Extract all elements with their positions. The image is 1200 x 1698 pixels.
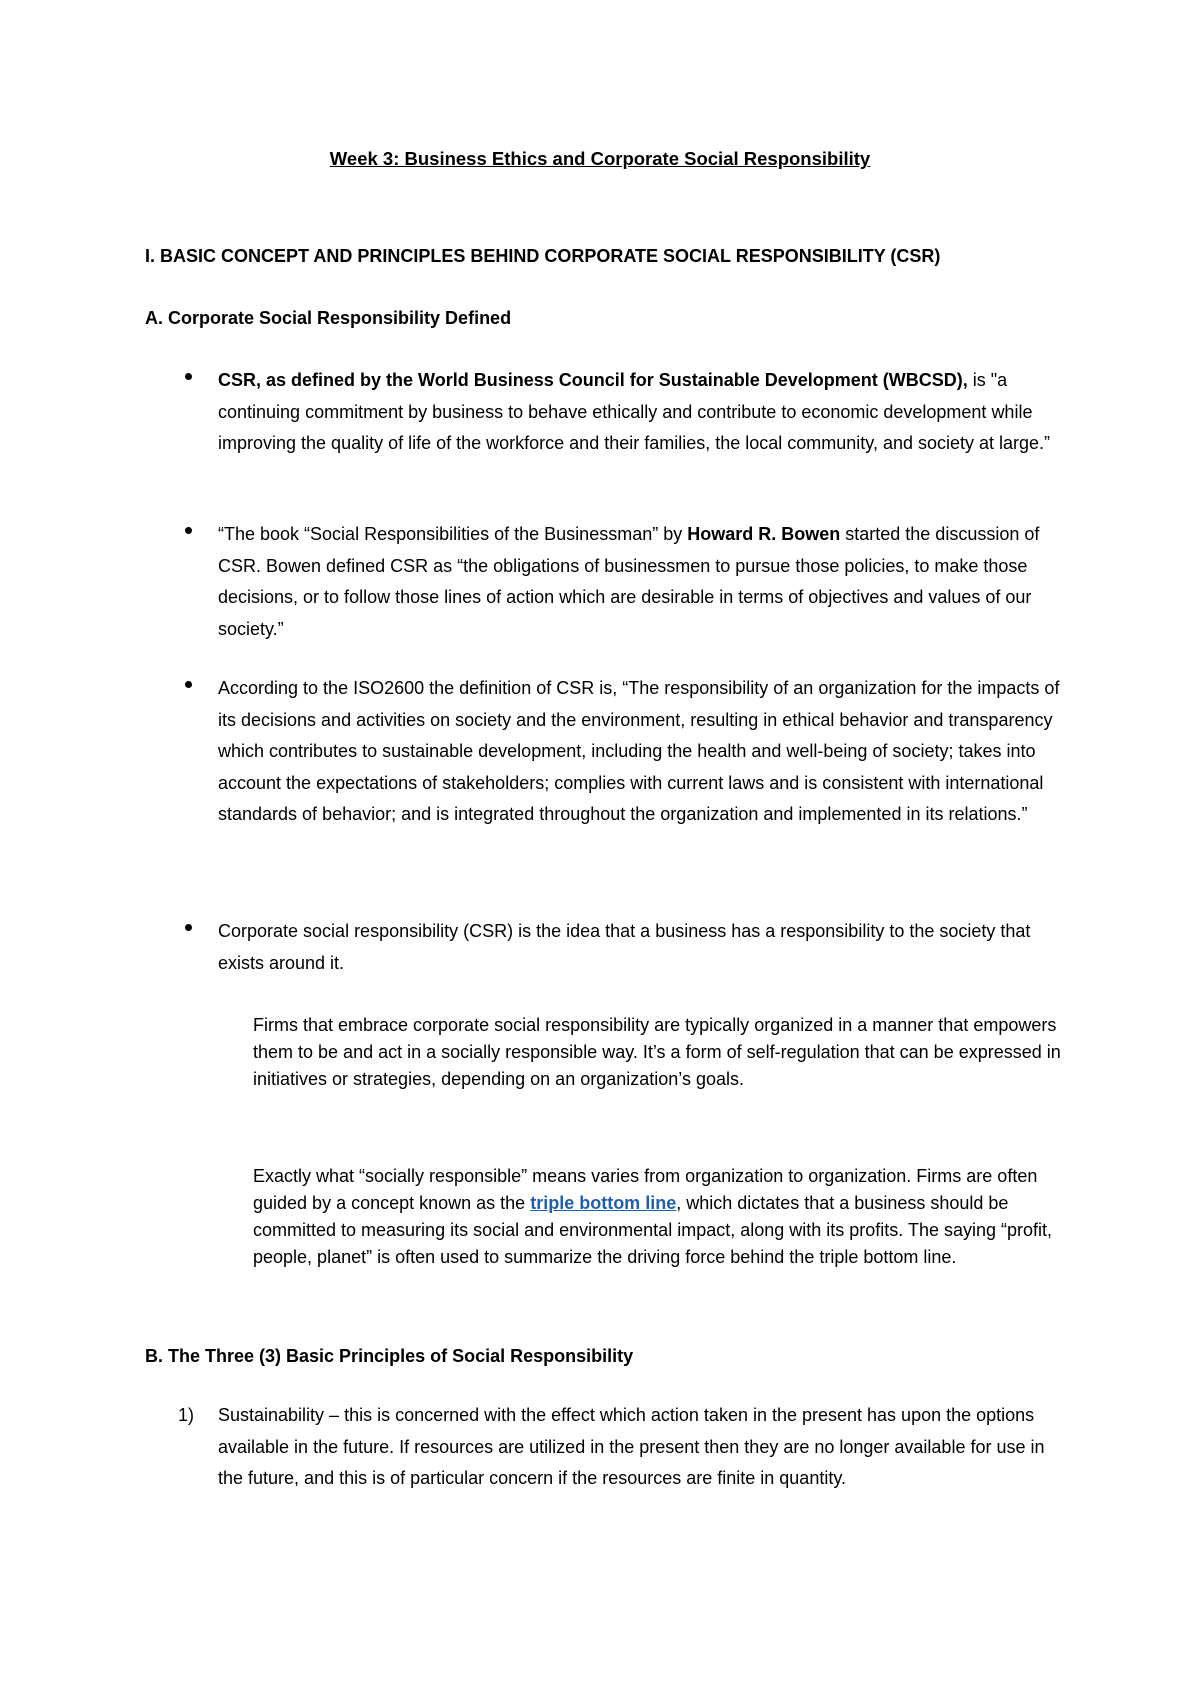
- subsection-a-heading: A. Corporate Social Responsibility Defined: [145, 308, 512, 328]
- bullet-body-text: is "a continuing commitment by business to behave ethically and contribute to economic development while improving the quality of life of the workforce and their families, the local community, and society at large.”: [218, 370, 1051, 453]
- bullet-text: [218, 365, 1065, 460]
- triple-bottom-line-link[interactable]: triple bottom line: [530, 1193, 677, 1213]
- bullet-icon: [185, 924, 192, 931]
- bullet-icon: [185, 373, 192, 380]
- bullet-icon: [185, 681, 192, 688]
- document-title: Week 3: Business Ethics and Corporate Social Responsibility: [329, 148, 871, 169]
- numbered-list-item: [178, 1400, 1068, 1495]
- paragraph-text: , which dictates that a business should be committed to measuring its social and environmental impact, along with its profits. The saying “profit, people, planet” is often used to summarize the driving force behind the triple bottom line.: [253, 1193, 1053, 1267]
- bullet-body-text: “The book “Social Responsibilities of the Businessman” by: [218, 524, 688, 544]
- bullet-bold-text: Howard R. Bowen: [687, 524, 841, 544]
- list-item: [185, 673, 1065, 831]
- paragraph-text: Exactly what “socially responsible” means varies from organization to organization. Firms are often guided by a concept known as the: [253, 1166, 1038, 1213]
- bullet-icon: [185, 527, 192, 534]
- bullet-bold-text: CSR, as defined by the World Business Council for Sustainable Development (WBCSD),: [218, 370, 968, 390]
- list-item: [185, 519, 1065, 645]
- list-item-text: Sustainability – this is concerned with the effect which action taken in the present has upon the options available in the future. If resources are utilized in the present then they are no longer available for use in the future, and this is of particular concern if the resources are finite in quantity.: [218, 1405, 1045, 1488]
- list-item: [185, 365, 1065, 460]
- section-heading: I. BASIC CONCEPT AND PRINCIPLES BEHIND CORPORATE SOCIAL RESPONSIBILITY (CSR): [145, 246, 941, 266]
- subsection-b-heading: B. The Three (3) Basic Principles of Social Responsibility: [145, 1346, 634, 1366]
- paragraph: Firms that embrace corporate social responsibility are typically organized in a manner that empowers them to be and act in a socially responsible way. It’s a form of self-regulation that can be expressed in initiatives or strategies, depending on an organization’s goals.: [253, 1015, 1061, 1089]
- paragraph: [253, 1163, 1073, 1271]
- bullet-text: According to the ISO2600 the definition of CSR is, “The responsibility of an organization for the impacts of its decisions and activities on society and the environment, resulting in ethical behavior and transparency which contributes to sustainable development, including the health and well-being of society; takes into account the expectations of stakeholders; complies with current laws and is consistent with international standards of behavior; and is integrated throughout the organization and implemented in its relations.”: [218, 678, 1060, 824]
- bullet-body-text: started the discussion of CSR. Bowen defined CSR as “the obligations of businessmen to pursue those policies, to make those decisions, or to follow those lines of action which are desirable in terms of objectives and values of our society.”: [218, 524, 1040, 639]
- list-item: [185, 916, 1065, 979]
- list-number: 1): [178, 1405, 195, 1425]
- bullet-text: [218, 519, 1065, 645]
- bullet-text: Corporate social responsibility (CSR) is the idea that a business has a responsibility to the society that exists around it.: [218, 921, 1031, 973]
